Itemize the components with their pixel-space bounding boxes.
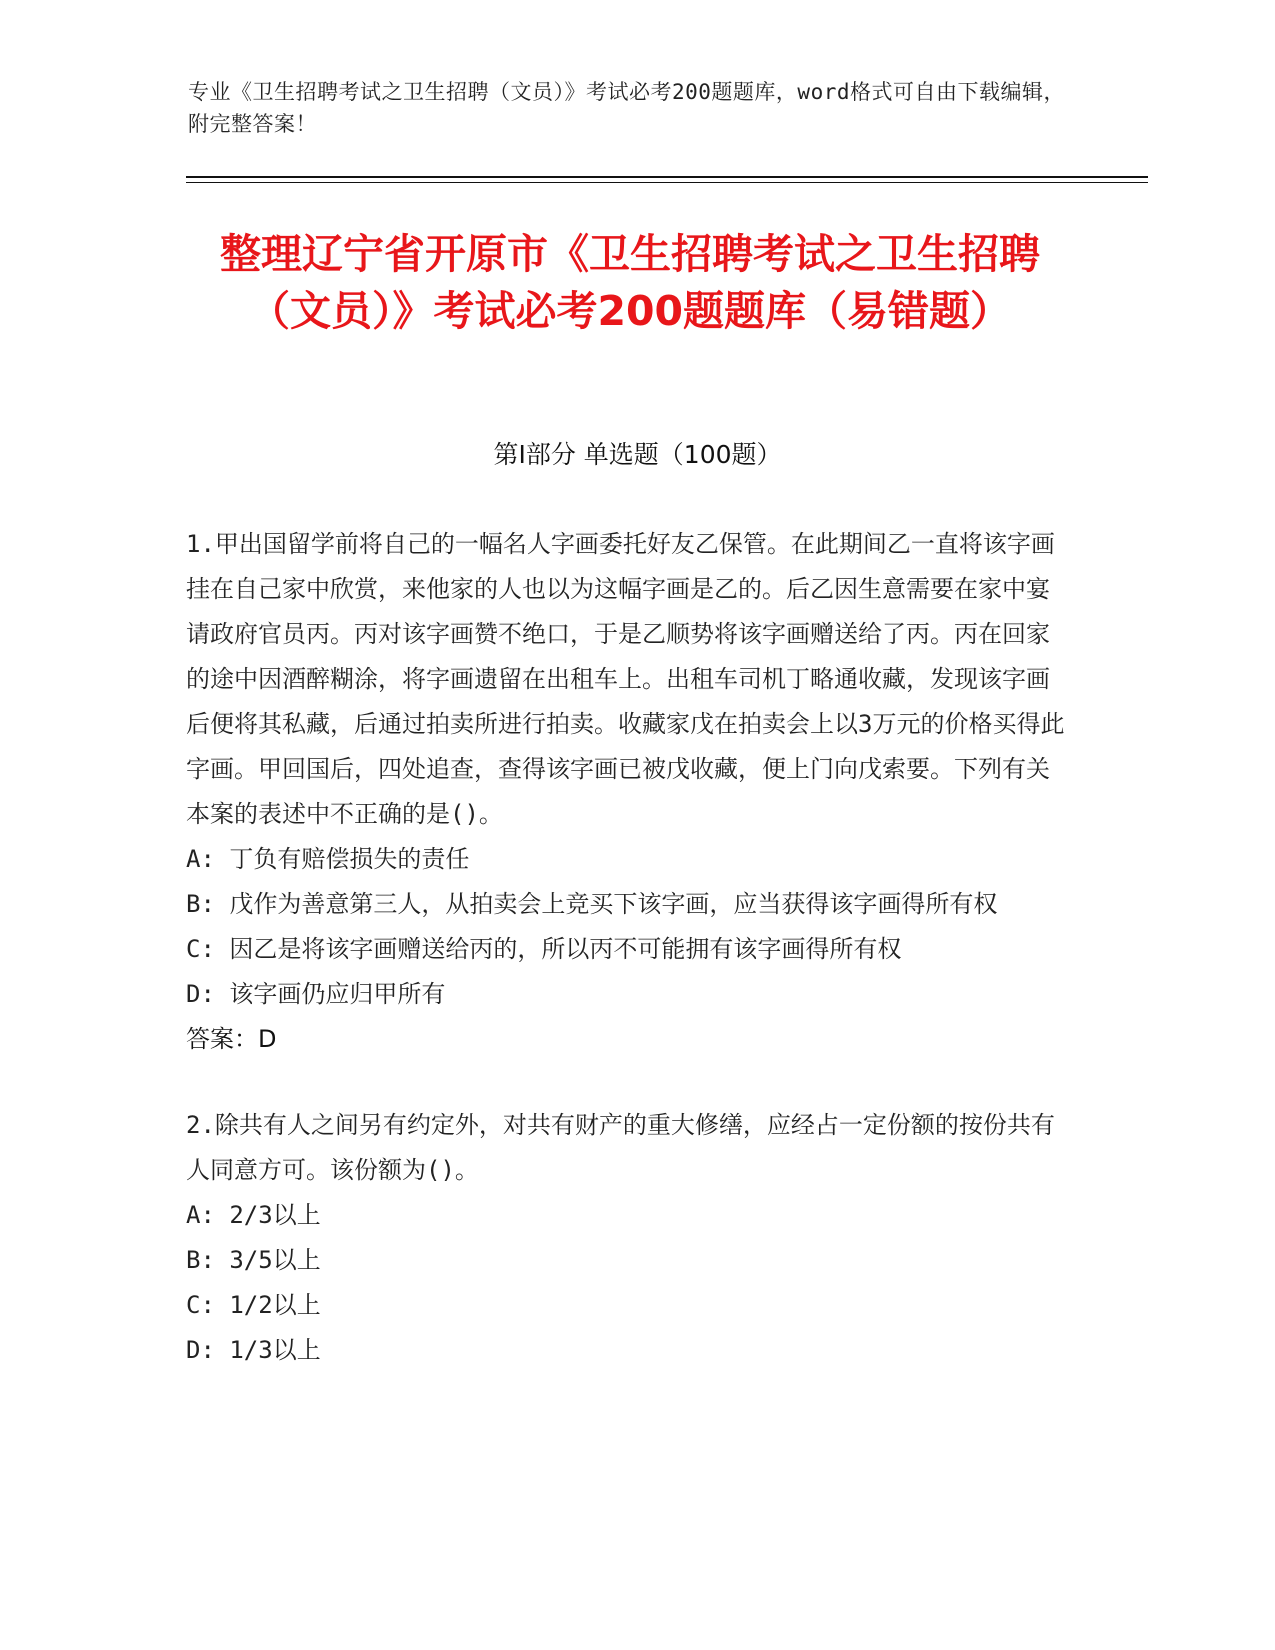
header-divider-thick [186,176,1148,178]
header-divider-thin [186,182,1148,183]
question-2 [186,1103,1066,1373]
document-title: 整理辽宁省开原市《卫生招聘考试之卫生招聘（文员）》考试必考200题题库（易错题） [220,230,1040,335]
answer-line: 答案：D [186,1025,277,1053]
option-b: B: 3/5以上 [186,1246,321,1274]
option-d: D: 该字画仍应归甲所有 [186,980,446,1008]
section-title: 第I部分 单选题（100题） [493,440,782,469]
question-stem: 1.甲出国留学前将自己的一幅名人字画委托好友乙保管。在此期间乙一直将该字画挂在自己家中欣赏，来他家的人也以为这幅字画是乙的。后乙因生意需要在家中宴请政府官员丙。丙对该字画赞不绝口，于是乙顺势将该字画赠送给了丙。丙在回家的途中因酒醉糊涂，将字画遗留在出租车上。出租车司机丁略通收藏，发现该字画后便将其私藏，后通过拍卖所进行拍卖。收藏家戊在拍卖会上以3万元的价格买得此字画。甲回国后，四处追查，查得该字画已被戊收藏，便上门向戊索要。下列有关本案的表述中不正确的是()。 [186,530,1065,828]
questions-list [186,522,1066,1373]
header-note: 专业《卫生招聘考试之卫生招聘（文员）》考试必考200题题库，word格式可自由下载编辑，附完整答案！ [188,80,1065,136]
option-a: A: 2/3以上 [186,1201,321,1229]
question-stem: 2.除共有人之间另有约定外，对共有财产的重大修缮，应经占一定份额的按份共有人同意方可。该份额为()。 [186,1111,1055,1184]
option-c: C: 因乙是将该字画赠送给丙的，所以丙不可能拥有该字画得所有权 [186,935,902,963]
option-b: B: 戊作为善意第三人，从拍卖会上竞买下该字画，应当获得该字画得所有权 [186,890,998,918]
option-c: C: 1/2以上 [186,1291,321,1319]
question-1 [186,522,1066,1062]
option-a: A: 丁负有赔偿损失的责任 [186,845,470,873]
option-d: D: 1/3以上 [186,1336,321,1364]
